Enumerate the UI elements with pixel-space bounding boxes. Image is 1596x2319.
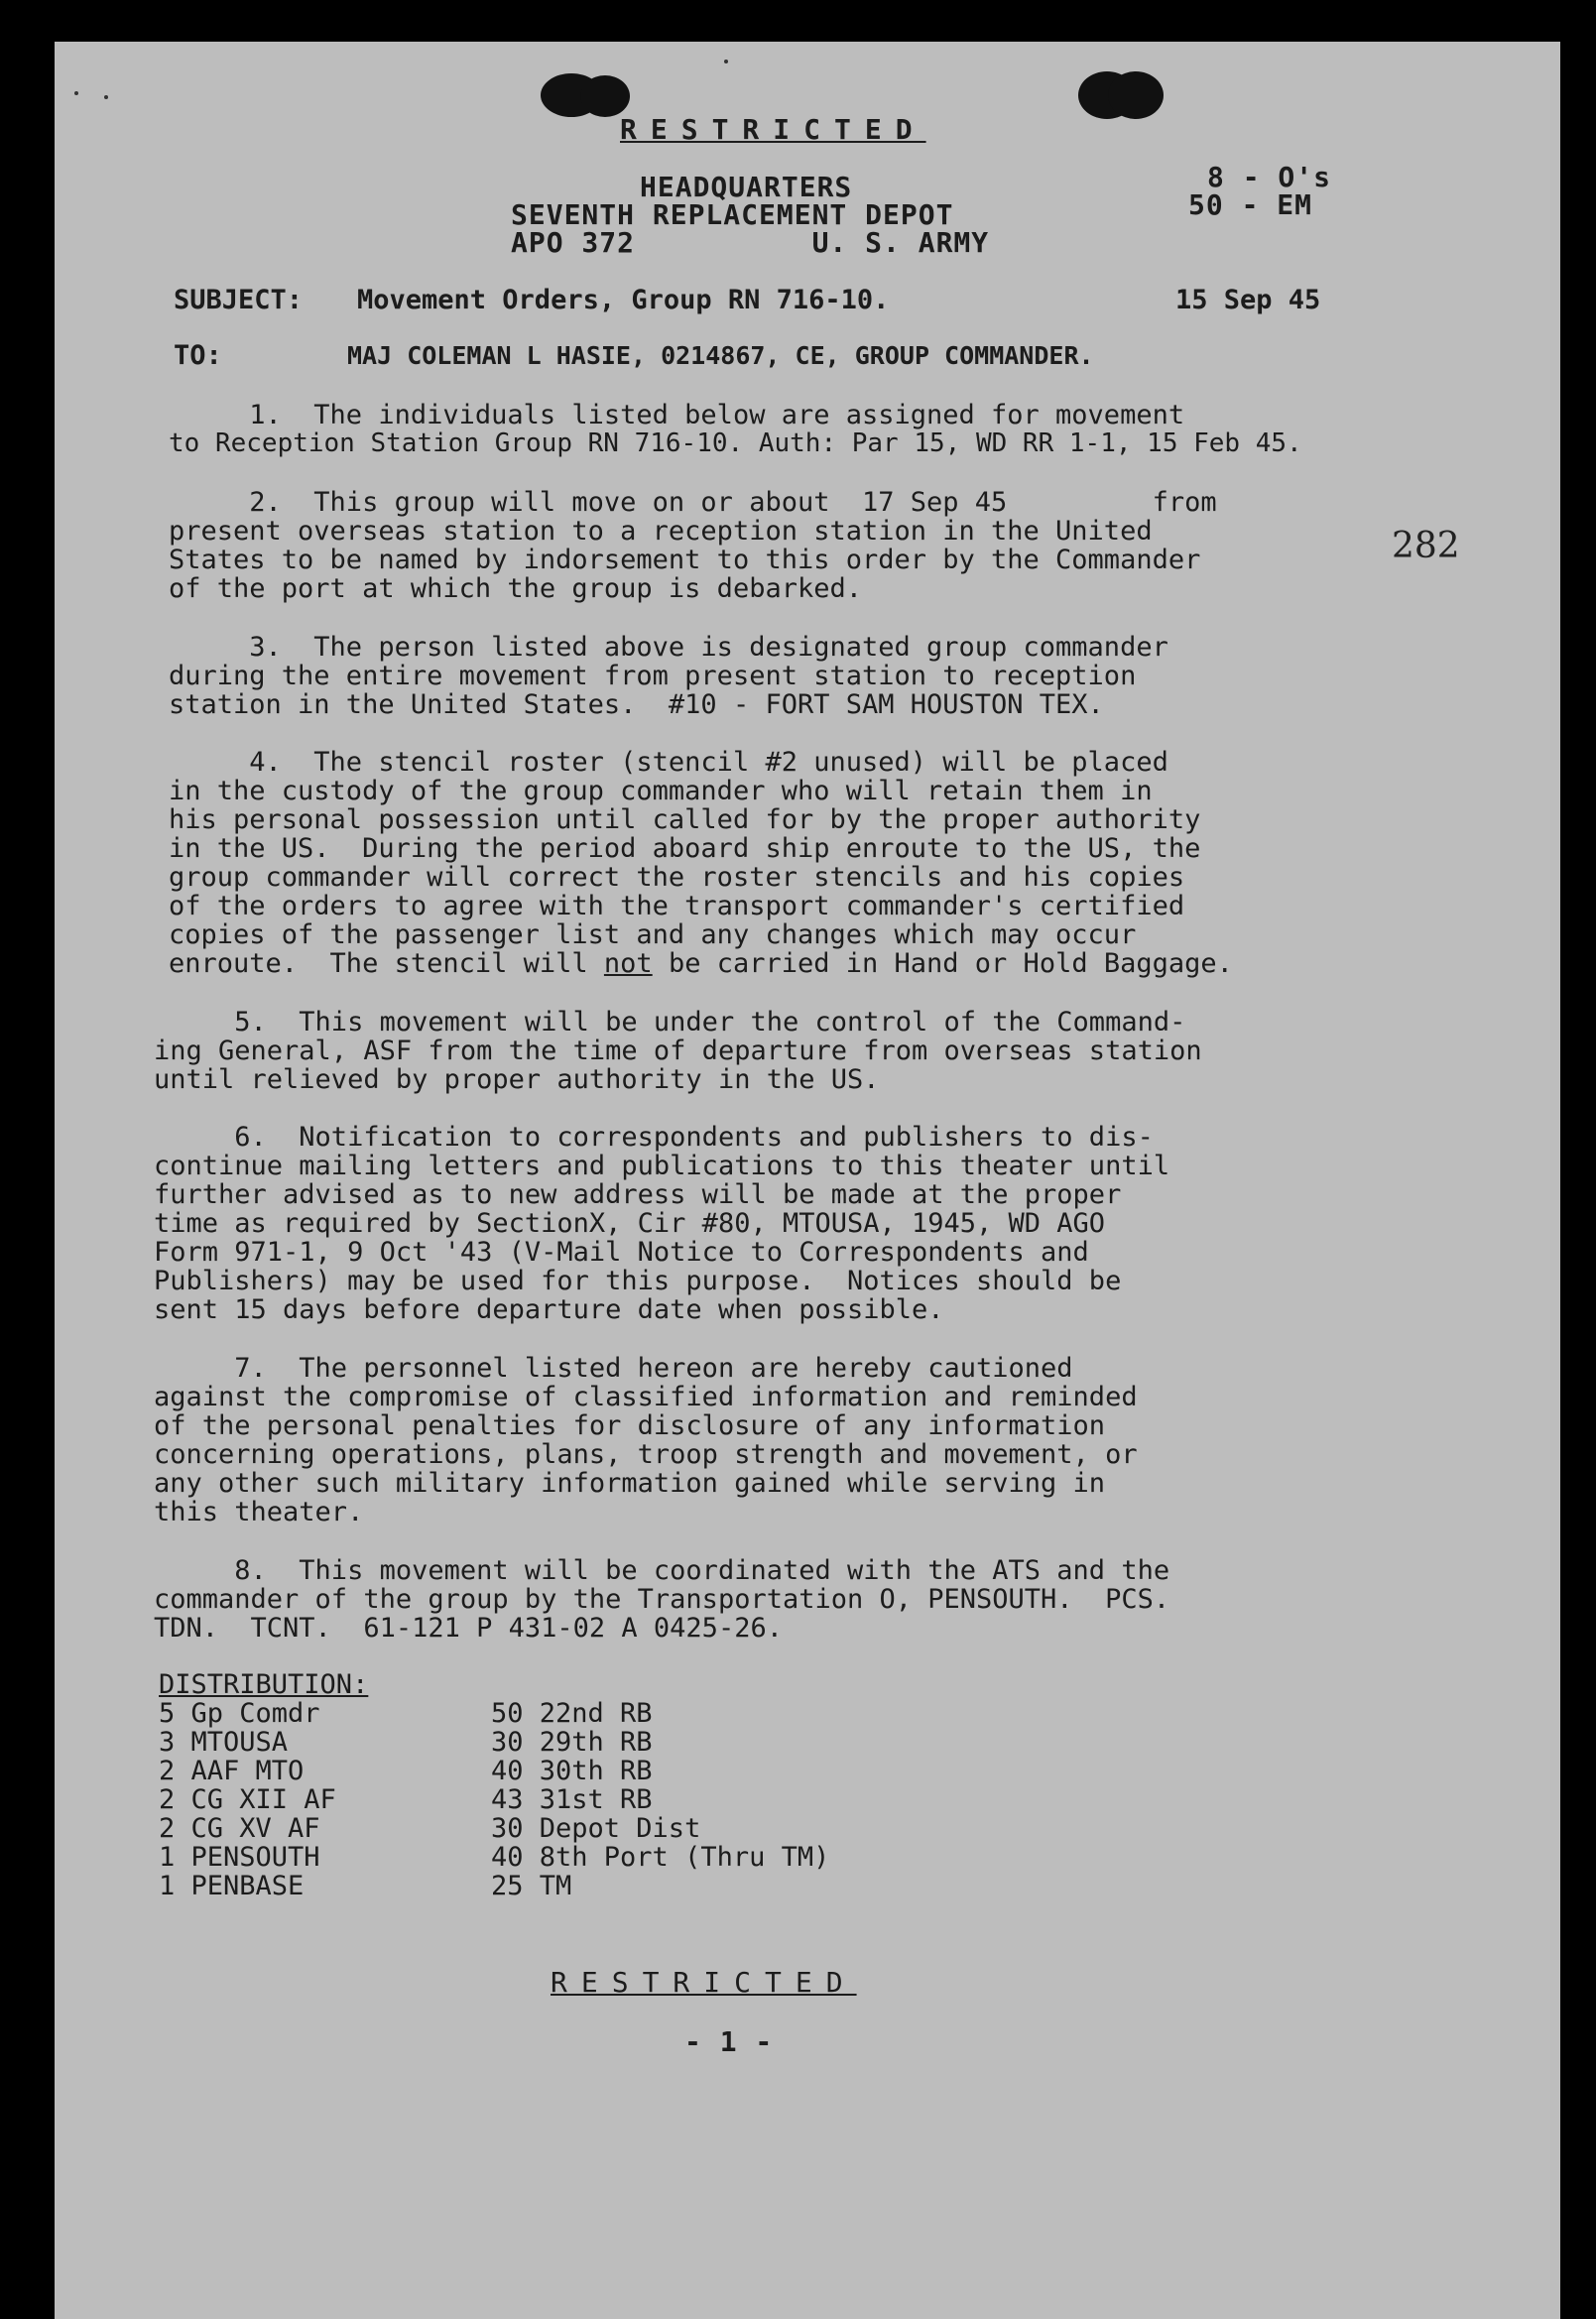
paragraph-6-line: continue mailing letters and publications to this theater until (154, 1151, 1170, 1181)
distribution-left-item: 2 CG XV AF (159, 1813, 320, 1844)
paragraph-6-line: sent 15 days before departure date when possible. (154, 1294, 944, 1325)
paragraph-7-line: of the personal penalties for disclosure of any information (154, 1410, 1106, 1441)
paragraph-2-line: States to be named by indorsement to this order by the Commander (169, 545, 1201, 575)
paragraph-5-line: ing General, ASF from the time of departure from overseas station (154, 1036, 1202, 1066)
paragraph-5-line: until relieved by proper authority in the US. (154, 1064, 880, 1095)
paragraph-6-line: further advised as to new address will be made at the proper (154, 1179, 1122, 1210)
distribution-left-item: 1 PENSOUTH (159, 1842, 320, 1873)
paragraph-2-line: 2. This group will move on or about 17 Sep 45 from (169, 487, 1217, 518)
ink-blot-left-2 (580, 75, 630, 117)
paragraph-3-line: station in the United States. #10 - FORT SAM HOUSTON TEX. (169, 689, 1104, 720)
paragraph-7-line: against the compromise of classified information and reminded (154, 1382, 1138, 1412)
paragraph-6-line: 6. Notification to correspondents and publishers to dis- (154, 1122, 1154, 1153)
distribution-right-item: 25 TM (491, 1871, 572, 1901)
distribution-right-item: 43 31st RB (491, 1784, 653, 1815)
document-page (55, 42, 1560, 2319)
page-number: - 1 - (684, 2025, 774, 2058)
to-label: TO: (174, 340, 222, 371)
paragraph-4-last-post: be carried in Hand or Hold Baggage. (652, 948, 1233, 979)
classification-top: RESTRICTED (620, 113, 926, 146)
paragraph-4-line: 4. The stencil roster (stencil #2 unused) will be placed (169, 747, 1168, 778)
paragraph-8-line: 8. This movement will be coordinated with the ATS and the (154, 1555, 1170, 1586)
count-em: 50 - EM (1188, 188, 1313, 221)
paragraph-4-line: in the custody of the group commander who will retain them in (169, 776, 1153, 806)
paper-speck (104, 95, 108, 99)
paragraph-4-line: his personal possession until called for by the proper authority (169, 804, 1201, 835)
paragraph-7-line: concerning operations, plans, troop strength and movement, or (154, 1439, 1138, 1470)
unit-line-1: HEADQUARTERS (640, 171, 853, 203)
subject-text: Movement Orders, Group RN 716-10. (357, 285, 890, 315)
paragraph-1-line: to Reception Station Group RN 716-10. Auth: Par 15, WD RR 1-1, 15 Feb 45. (169, 428, 1302, 458)
paragraph-6-line: Publishers) may be used for this purpose. Notices should be (154, 1266, 1122, 1296)
paragraph-2-line: present overseas station to a reception station in the United (169, 516, 1153, 547)
distribution-right-item: 30 Depot Dist (491, 1813, 701, 1844)
ink-blot-right-2 (1108, 71, 1164, 119)
paragraph-4-line: in the US. During the period aboard ship enroute to the US, the (169, 833, 1201, 864)
paragraph-4-line: of the orders to agree with the transport commander's certified (169, 891, 1185, 921)
paragraph-5-line: 5. This movement will be under the control of the Command- (154, 1007, 1186, 1037)
paragraph-7-line: any other such military information gained while serving in (154, 1468, 1106, 1499)
paragraph-4-line: group commander will correct the roster stencils and his copies (169, 862, 1185, 893)
unit-line-3: APO 372 U. S. ARMY (511, 226, 990, 259)
paragraph-4-line: copies of the passenger list and any changes which may occur (169, 919, 1137, 950)
unit-line-2: SEVENTH REPLACEMENT DEPOT (511, 198, 954, 231)
paragraph-4-last-pre: enroute. The stencil will (169, 948, 604, 979)
paragraph-4-emphasis-not: not (603, 948, 653, 979)
paragraph-4-last-line (169, 949, 1233, 978)
paragraph-1-line: 1. The individuals listed below are assigned for movement (169, 400, 1185, 430)
paragraph-6-line: time as required by SectionX, Cir #80, MTOUSA, 1945, WD AGO (154, 1208, 1106, 1239)
distribution-left-item: 1 PENBASE (159, 1871, 305, 1901)
distribution-left-item: 2 AAF MTO (159, 1756, 305, 1786)
distribution-right-item: 50 22nd RB (491, 1698, 653, 1729)
distribution-right-item: 30 29th RB (491, 1727, 653, 1758)
distribution-left-item: 3 MTOUSA (159, 1727, 289, 1758)
paragraph-2-line: of the port at which the group is debarked. (169, 573, 862, 604)
distribution-left-item: 5 Gp Comdr (159, 1698, 320, 1729)
paper-speck (74, 91, 78, 95)
paragraph-3-line: during the entire movement from present station to reception (169, 661, 1137, 691)
paper-speck (724, 60, 728, 63)
paragraph-7-line: this theater. (154, 1497, 364, 1527)
paragraph-8-line: TDN. TCNT. 61-121 P 431-02 A 0425-26. (154, 1613, 783, 1644)
paragraph-8-line: commander of the group by the Transportation O, PENSOUTH. PCS. (154, 1584, 1170, 1615)
distribution-left-item: 2 CG XII AF (159, 1784, 336, 1815)
subject-date: 15 Sep 45 (1175, 285, 1321, 315)
distribution-right-item: 40 30th RB (491, 1756, 653, 1786)
subject-label: SUBJECT: (174, 285, 304, 315)
to-text: MAJ COLEMAN L HASIE, 0214867, CE, GROUP COMMANDER. (347, 341, 1094, 370)
page-stamp-number: 282 (1392, 526, 1460, 566)
distribution-right-item: 40 8th Port (Thru TM) (491, 1842, 830, 1873)
paragraph-7-line: 7. The personnel listed hereon are hereby cautioned (154, 1353, 1073, 1384)
distribution-label: DISTRIBUTION: (159, 1669, 369, 1700)
count-officers: 8 - O's (1207, 161, 1332, 193)
paragraph-3-line: 3. The person listed above is designated group commander (169, 632, 1168, 663)
paragraph-6-line: Form 971-1, 9 Oct '43 (V-Mail Notice to Correspondents and (154, 1237, 1089, 1268)
classification-bottom: RESTRICTED (551, 1966, 857, 1999)
